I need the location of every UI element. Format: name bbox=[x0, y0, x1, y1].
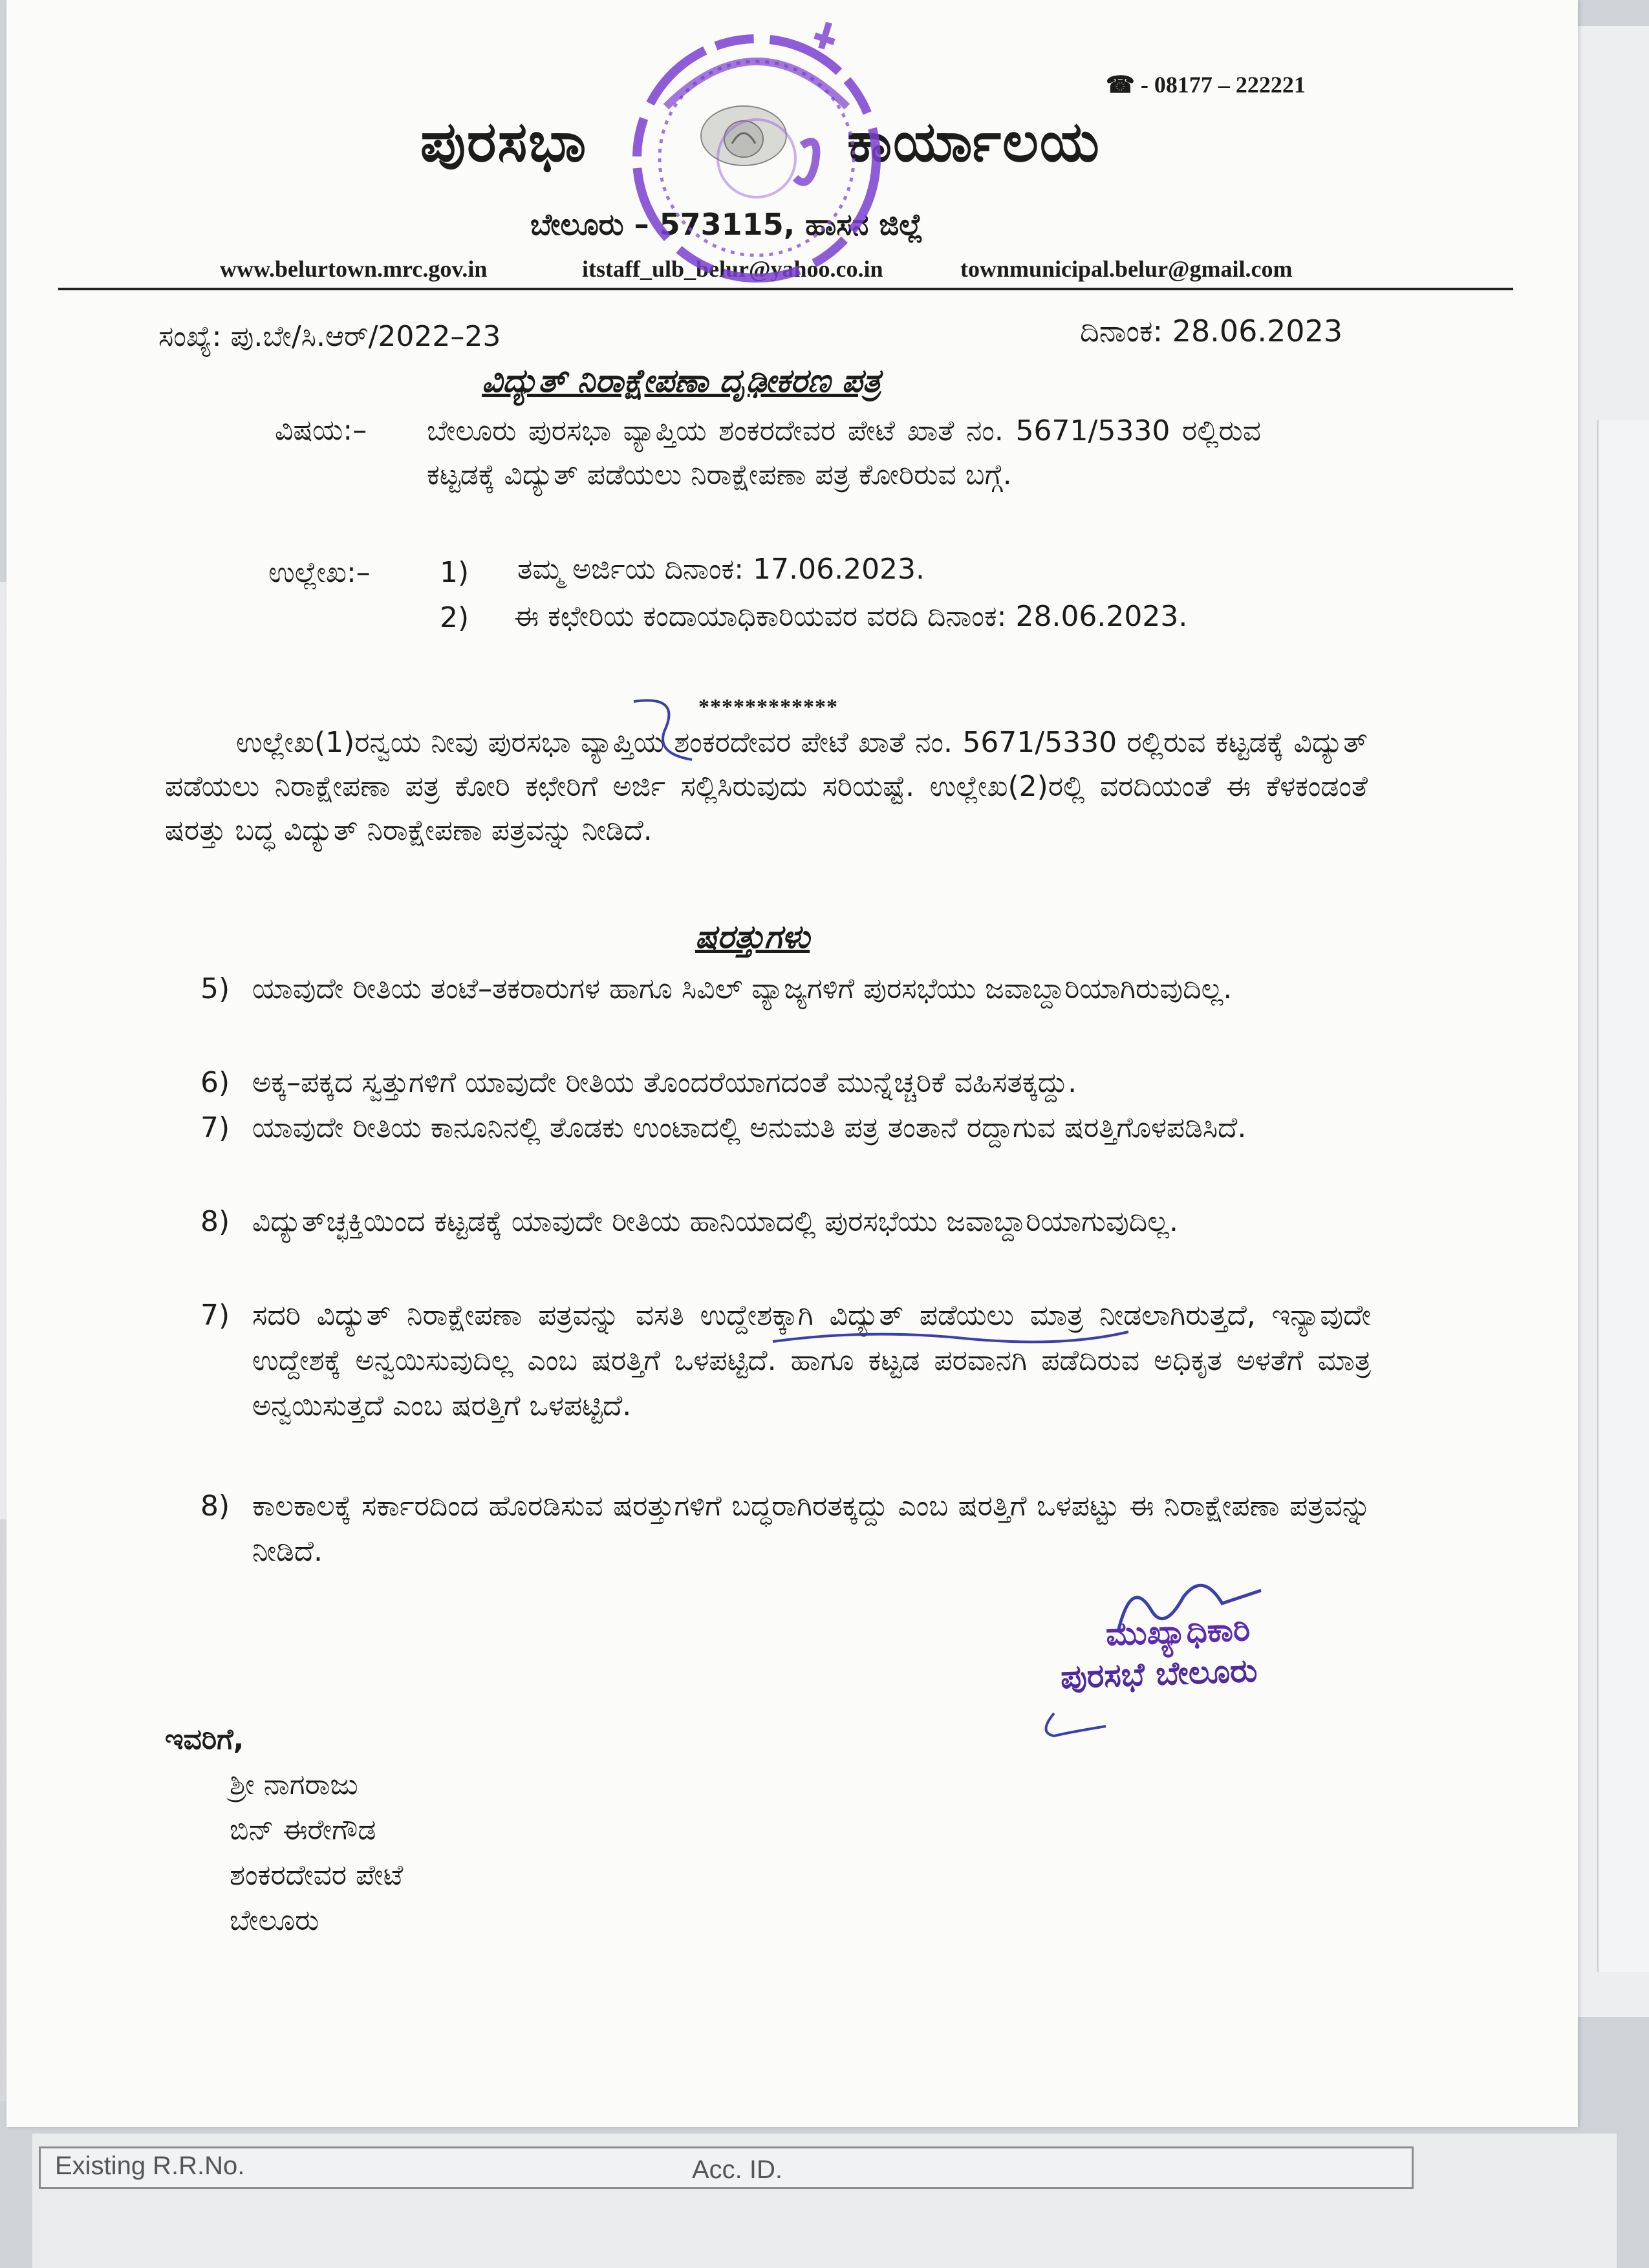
pen-flourish-mark bbox=[1035, 1707, 1112, 1746]
condition-item bbox=[200, 1060, 1371, 1106]
condition-number: 7) bbox=[200, 1299, 230, 1332]
recipient-address-line: ಬೇಲೂರು bbox=[230, 1904, 319, 1937]
reference-number: ಸಂಖ್ಯೆ: ಪು.ಬೇ/ಸಿ.ಆರ್/2022–23 bbox=[158, 320, 501, 353]
reference-item-number: 2) bbox=[440, 601, 469, 634]
separator-stars: ************ bbox=[698, 695, 838, 719]
phone-number: ☎ - 08177 – 222221 bbox=[1106, 72, 1306, 98]
condition-number: 6) bbox=[200, 1066, 230, 1099]
condition-text: ವಿದ್ಯುತ್‌ಚ್ಛಕ್ತಿಯಿಂದ ಕಟ್ಟಡಕ್ಕೆ ಯಾವುದೇ ರೀತಿಯ ಹಾನಿಯಾದಲ್ಲಿ ಪುರಸಭೆಯು ಜವಾಬ್ದಾರಿಯಾಗುವುದಿಲ್ಲ. bbox=[252, 1205, 1178, 1238]
recipient-label: ಇವರಿಗೆ, bbox=[165, 1723, 244, 1756]
subject-label: ವಿಷಯ:– bbox=[275, 414, 367, 447]
condition-item bbox=[200, 1199, 1371, 1245]
condition-number: 7) bbox=[200, 1111, 230, 1144]
body-paragraph: ಉಲ್ಲೇಖ(1)ರನ್ವಯ ನೀವು ಪುರಸಭಾ ವ್ಯಾಪ್ತಿಯ ಶಂಕರದೇವರ ಪೇಟೆ ಖಾತೆ ನಂ. 5671/5330 ರಲ್ಲಿರುವ ಕಟ್ಟಡಕ್ಕೆ ವಿದ್ಯುತ್ ಪಡೆಯಲು ನಿರಾಕ್ಷೇಪಣಾ ಪತ್ರ ಕೋರಿ ಕಛೇರಿಗೆ ಅರ್ಜಿ ಸಲ್ಲಿಸಿರುವುದು ಸರಿಯಷ್ಟೆ. ಉಲ್ಲೇಖ(2)ರಲ್ಲಿ ವರದಿಯಂತೆ ಈ ಕೆಳಕಂಡಂತೆ ಷರತ್ತು ಬದ್ಧ ವಿದ್ಯುತ್ ನಿರಾಕ್ಷೇಪಣಾ ಪತ್ರವನ್ನು ನೀಡಿದೆ. bbox=[165, 726, 1368, 847]
form-label-acc-id: Acc. ID. bbox=[692, 2156, 783, 2184]
condition-number: 5) bbox=[200, 972, 230, 1005]
telephone-icon: ☎ bbox=[1106, 72, 1135, 98]
subject-text: ಬೇಲೂರು ಪುರಸಭಾ ವ್ಯಾಪ್ತಿಯ ಶಂಕರದೇವರ ಪೇಟೆ ಖಾತೆ ನಂ. 5671/5330 ರಲ್ಲಿರುವ ಕಟ್ಟಡಕ್ಕೆ ವಿದ್ಯುತ್ ಪಡೆಯಲು ನಿರಾಕ್ಷೇಪಣಾ ಪತ್ರ ಕೋರಿರುವ ಬಗ್ಗೆ. bbox=[427, 414, 1261, 491]
office-seal-stamp bbox=[627, 10, 912, 314]
reference-item-text: ಈ ಕಛೇರಿಯ ಕಂದಾಯಾಧಿಕಾರಿಯವರ ವರದಿ ದಿನಾಂಕ: 28.06.2023. bbox=[514, 600, 1188, 633]
email-link-yahoo[interactable]: itstaff_ulb_belur@yahoo.co.in bbox=[582, 256, 883, 282]
recipient-address-line: ಬಿನ್ ಈರೇಗೌಡ bbox=[230, 1813, 376, 1846]
form-label-rr-no: Existing R.R.No. bbox=[55, 2152, 245, 2180]
pen-underline-mark bbox=[770, 1325, 1132, 1351]
office-title-right: ಕಾರ್ಯಾಲಯ bbox=[847, 110, 1101, 175]
condition-item bbox=[200, 1293, 1371, 1429]
condition-number: 8) bbox=[200, 1205, 230, 1238]
recipient-address-line: ಶಂಕರದೇವರ ಪೇಟೆ bbox=[230, 1859, 404, 1892]
conditions-heading: ಷರತ್ತುಗಳು bbox=[695, 918, 810, 956]
website-link[interactable]: www.belurtown.mrc.gov.in bbox=[220, 256, 488, 282]
office-address: ಬೇಲೂರು – 573115, ಹಾಸನ ಜಿಲ್ಲೆ bbox=[530, 207, 923, 242]
condition-item bbox=[200, 1484, 1371, 1574]
reference-item-text: ತಮ್ಮ ಅರ್ಜಿಯ ದಿನಾಂಕ: 17.06.2023. bbox=[517, 553, 925, 586]
condition-item bbox=[200, 967, 1371, 1012]
condition-text: ಯಾವುದೇ ರೀತಿಯ ತಂಟೆ–ತಕರಾರುಗಳ ಹಾಗೂ ಸಿವಿಲ್ ವ್ಯಾಜ್ಯಗಳಿಗೆ ಪುರಸಭೆಯು ಜವಾಬ್ದಾರಿಯಾಗಿರುವುದಿಲ್ಲ. bbox=[252, 972, 1233, 1005]
document-page bbox=[6, 0, 1578, 2127]
condition-number: 8) bbox=[200, 1490, 230, 1523]
condition-text: ಯಾವುದೇ ರೀತಿಯ ಕಾನೂನಿನಲ್ಲಿ ತೊಡಕು ಉಂಟಾದಲ್ಲಿ ಅನುಮತಿ ಪತ್ರ ತಂತಾನೆ ರದ್ದಾಗುವ ಷರತ್ತಿಗೊಳಪಡಿಸಿದೆ. bbox=[252, 1111, 1247, 1144]
condition-item bbox=[200, 1106, 1371, 1151]
letter-date: ದಿನಾಂಕ: 28.06.2023 bbox=[1080, 314, 1343, 348]
references-label: ಉಲ್ಲೇಖ:– bbox=[268, 556, 371, 589]
background-sheet-right-inner bbox=[1597, 420, 1649, 1972]
signatory-designation: ಮುಖ್ಯಾಧಿಕಾರಿ bbox=[1105, 1610, 1251, 1653]
condition-text: ಕಾಲಕಾಲಕ್ಕೆ ಸರ್ಕಾರದಿಂದ ಹೊರಡಿಸುವ ಷರತ್ತುಗಳಿಗೆ ಬದ್ಧರಾಗಿರತಕ್ಕದ್ದು ಎಂಬ ಷರತ್ತಿಗೆ ಒಳಪಟ್ಟು ಈ ನಿರಾಕ್ಷೇಪಣಾ ಪತ್ರವನ್ನು ನೀಡಿದೆ. bbox=[252, 1490, 1371, 1568]
signatory-office: ಪುರಸಭೆ ಬೇಲೂರು bbox=[1060, 1651, 1258, 1696]
condition-text: ಅಕ್ಕ–ಪಕ್ಕದ ಸ್ವತ್ತುಗಳಿಗೆ ಯಾವುದೇ ರೀತಿಯ ತೊಂದರೆಯಾಗದಂತೆ ಮುನ್ನೆಚ್ಚರಿಕೆ ವಹಿಸತಕ್ಕದ್ದು. bbox=[252, 1066, 1077, 1099]
condition-text: ಸದರಿ ವಿದ್ಯುತ್ ನಿರಾಕ್ಷೇಪಣಾ ಪತ್ರವನ್ನು ವಸತಿ ಉದ್ದೇಶಕ್ಕಾಗಿ ವಿದ್ಯುತ್ ಪಡೆಯಲು ಮಾತ್ರ ನೀಡಲಾಗಿರುತ್ತದೆ, ಇನ್ಯಾವುದೇ ಉದ್ದೇಶಕ್ಕೆ ಅನ್ವಯಿಸುವುದಿಲ್ಲ ಎಂಬ ಷರತ್ತಿಗೆ ಒಳಪಟ್ಟಿದೆ. ಹಾಗೂ ಕಟ್ಟಡ ಪರವಾನಗಿ ಪಡೆದಿರುವ ಅಧಿಕೃತ ಅಳತೆಗೆ ಮಾತ್ರ ಅನ್ವಯಿಸುತ್ತದೆ ಎಂಬ ಷರತ್ತಿಗೆ ಒಳಪಟ್ಟಿದೆ. bbox=[252, 1299, 1371, 1422]
reference-item-number: 1) bbox=[440, 556, 469, 589]
office-title-left: ಪುರಸಭಾ bbox=[420, 110, 588, 175]
recipient-address-line: ಶ್ರೀ ನಾಗರಾಜು bbox=[230, 1768, 358, 1801]
certificate-title: ವಿದ್ಯುತ್ ನಿರಾಕ್ಷೇಪಣಾ ದೃಢೀಕರಣ ಪತ್ರ bbox=[482, 362, 881, 400]
email-link-gmail[interactable]: townmunicipal.belur@gmail.com bbox=[960, 256, 1293, 282]
pen-tick-mark bbox=[627, 695, 705, 766]
